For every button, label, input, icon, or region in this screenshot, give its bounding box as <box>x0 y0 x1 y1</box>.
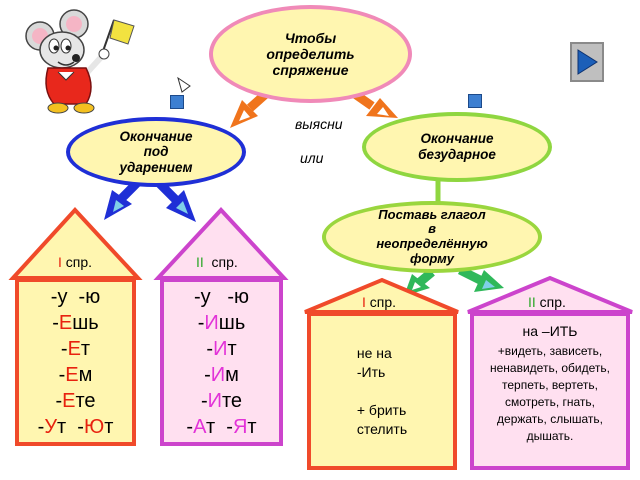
ending-segment: т <box>247 416 257 438</box>
ending-line <box>198 310 246 336</box>
house-3-number: I <box>362 294 366 310</box>
house-2-body <box>160 278 283 446</box>
ending-segment: т <box>227 338 237 360</box>
ending-line <box>204 362 239 388</box>
ending-segment: те <box>75 390 96 412</box>
ending-segment: -у -ю <box>50 286 101 308</box>
ending-segment: Я <box>232 416 248 438</box>
ending-segment: У <box>44 416 58 438</box>
house-1-body <box>15 278 136 446</box>
stressed-ending-text: Окончание под ударением <box>119 128 193 175</box>
ending-line <box>206 336 236 362</box>
ending-segment: - <box>197 312 205 334</box>
ending-segment: Е <box>67 338 81 360</box>
ending-segment: - <box>206 338 214 360</box>
ending-line <box>52 310 98 336</box>
ending-line <box>38 414 114 440</box>
ending-segment: шь <box>72 312 99 334</box>
ending-segment: А <box>193 416 206 438</box>
house-1-number: I <box>58 254 62 270</box>
ending-segment: И <box>204 312 219 334</box>
house-3-body <box>307 312 457 470</box>
house-4-number: II <box>528 294 536 310</box>
ending-segment: И <box>213 338 228 360</box>
ending-segment: - <box>37 416 45 438</box>
ending-segment: Е <box>65 364 79 386</box>
ending-segment: - <box>55 390 63 412</box>
ending-segment: т - <box>57 416 84 438</box>
ending-segment: - <box>200 390 208 412</box>
house-4-label <box>528 294 566 310</box>
ending-segment: - <box>58 364 66 386</box>
ending-segment: - <box>52 312 59 334</box>
ending-line <box>194 284 249 310</box>
house-2-label <box>196 254 238 270</box>
ending-segment: Ю <box>83 416 105 438</box>
house-4-verb-list: +видеть, зависеть, ненавидеть, обидеть, терпеть, вертеть, смотреть, гнать, держать, слышать, дышать. <box>490 344 610 443</box>
determine-conjugation-text: Чтобы определить спряжение <box>266 29 355 79</box>
ending-segment: м <box>225 364 239 386</box>
ending-line <box>186 414 256 440</box>
ending-segment: - <box>60 338 68 360</box>
infinitive-form-text: Поставь глагол в неопределённую форму <box>376 206 488 266</box>
house-3-suffix: спр. <box>365 294 397 310</box>
ending-line <box>59 362 93 388</box>
ending-segment: т - <box>206 416 233 438</box>
ending-segment: -у -ю <box>194 286 249 308</box>
ending-segment: т <box>80 338 91 360</box>
ending-segment: И <box>210 364 226 386</box>
house-3-label <box>362 294 396 310</box>
or-word: или <box>300 150 324 166</box>
ending-line <box>51 284 100 310</box>
ending-segment: Е <box>58 312 73 334</box>
ending-line <box>201 388 242 414</box>
house-3-text: не на -Ить + брить стелить <box>356 344 408 437</box>
house-4-suffix: спр. <box>535 294 566 310</box>
ending-line <box>61 336 90 362</box>
house-1-label <box>58 254 92 270</box>
house-1-suffix: спр. <box>61 254 93 270</box>
ending-line <box>55 388 95 414</box>
unstressed-ending-text: Окончание безударное <box>418 131 496 162</box>
house-4-body <box>470 312 630 470</box>
ending-segment: Е <box>62 390 76 412</box>
ending-segment: И <box>207 390 222 412</box>
ending-segment: шь <box>218 312 246 334</box>
ending-segment: т <box>104 416 114 438</box>
house-2-number: II <box>196 254 204 270</box>
ending-segment: - <box>186 416 194 438</box>
ending-segment: те <box>221 390 243 412</box>
ending-segment: - <box>204 364 211 386</box>
house-4-heading: на –ИТЬ <box>522 323 578 339</box>
find-out-word: выясни <box>295 116 343 132</box>
ending-segment: м <box>78 364 93 386</box>
house-2-suffix: спр. <box>203 254 238 270</box>
